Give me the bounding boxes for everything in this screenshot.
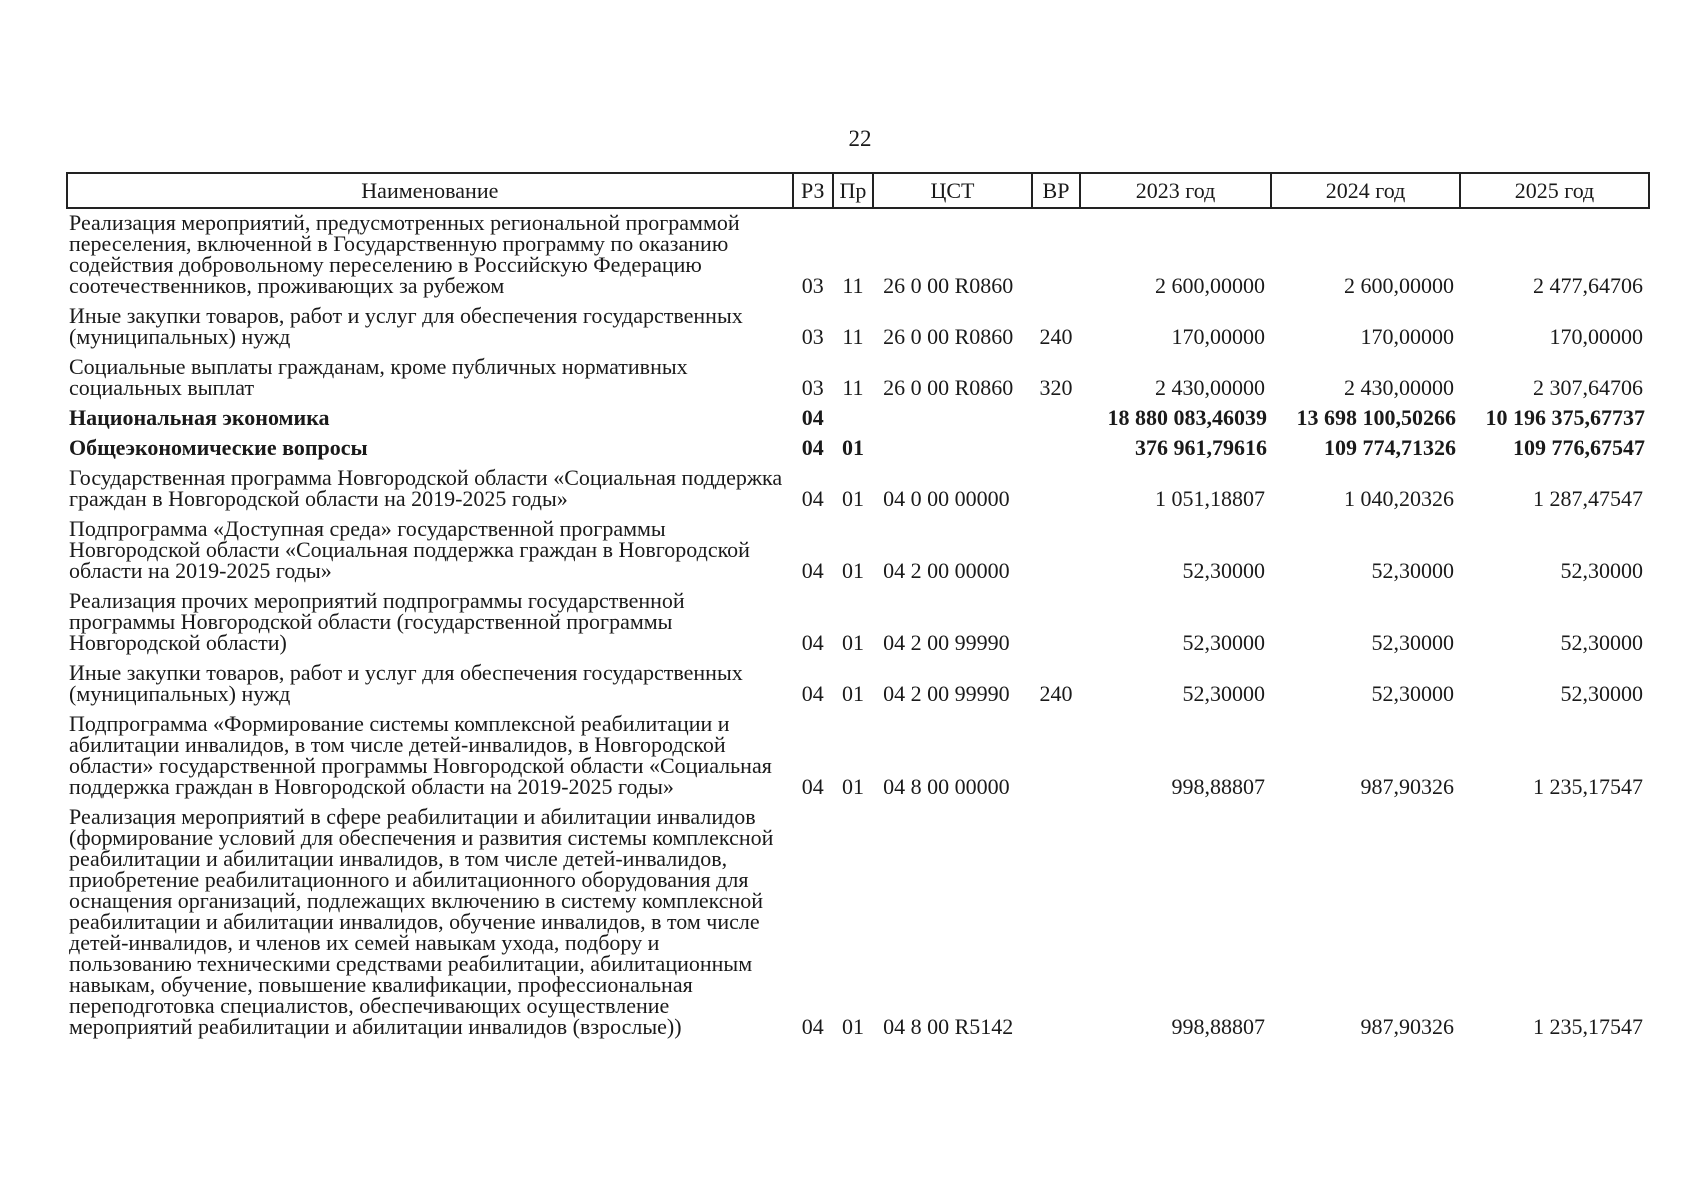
row-2025: 1 287,47547: [1533, 486, 1643, 511]
row-rz: 04: [801, 405, 824, 430]
row-name: Реализация мероприятий, предусмотренных региональной программой переселения, включенной в Государственную программу по оказанию содействия добровольному переселению в Российскую Федерацию соотечественников, проживающих за рубежом: [69, 210, 740, 298]
row-rz: 04: [801, 681, 824, 706]
row-2023: 376 961,79616: [1135, 435, 1268, 460]
row-vr: [1032, 464, 1080, 515]
row-cst: 04 0 00 00000: [883, 486, 1010, 511]
row-2024: 987,90326: [1360, 774, 1454, 799]
page-number: 22: [848, 126, 872, 151]
header-cst: ЦСТ: [873, 173, 1032, 208]
row-2025: 1 235,17547: [1533, 1014, 1643, 1039]
row-pr: 01: [841, 774, 864, 799]
row-vr: [1032, 515, 1080, 587]
row-name: Подпрограмма «Формирование системы комплексной реабилитации и абилитации инвалидов, в том числе детей-инвалидов, в Новгородской области» государственной программы Новгородской области «Социальная поддержка граждан в Новгородской области на 2019-2025 годы»: [69, 711, 772, 799]
row-name: Подпрограмма «Доступная среда» государственной программы Новгородской области «Социальная поддержка граждан в Новгородской области на 2019-2025 годы»: [69, 516, 750, 583]
row-cst: 26 0 00 R0860: [883, 375, 1014, 400]
table-row-section: [67, 404, 1649, 434]
row-rz: 03: [801, 273, 824, 298]
row-2025: 1 235,17547: [1533, 774, 1643, 799]
row-2023: 170,00000: [1171, 324, 1266, 349]
header-vr: ВР: [1032, 173, 1080, 208]
row-2023: 1 051,18807: [1155, 486, 1266, 511]
row-2024: 13 698 100,50266: [1296, 405, 1456, 430]
row-cst: 04 2 00 99990: [883, 681, 1010, 706]
row-cst: 04 8 00 R5142: [883, 1014, 1014, 1039]
row-2025: 52,30000: [1560, 558, 1643, 583]
row-name: Реализация прочих мероприятий подпрограммы государственной программы Новгородской области (государственной программы Новгородской области): [69, 588, 685, 655]
row-vr: [1032, 404, 1080, 434]
row-2024: 2 600,00000: [1344, 273, 1454, 298]
row-vr: [1032, 803, 1080, 1043]
table-row-subsection: [67, 434, 1649, 464]
row-2025: 10 196 375,67737: [1485, 405, 1645, 430]
row-name: Социальные выплаты гражданам, кроме публичных нормативных социальных выплат: [69, 354, 688, 400]
table-row: [67, 587, 1649, 659]
row-2025: 52,30000: [1560, 630, 1643, 655]
table-row: [67, 803, 1649, 1043]
table-row: [67, 302, 1649, 353]
row-2025: 170,00000: [1549, 324, 1643, 349]
row-cst: 04 8 00 00000: [883, 774, 1010, 799]
row-2024: 170,00000: [1360, 324, 1454, 349]
header-2024: 2024 год: [1271, 173, 1460, 208]
row-pr: 01: [841, 558, 864, 583]
table-row: [67, 710, 1649, 803]
row-rz: 04: [801, 774, 824, 799]
table-row: [67, 515, 1649, 587]
row-2023: 52,30000: [1182, 681, 1266, 706]
row-name: Общеэкономические вопросы: [69, 435, 368, 460]
row-pr: 11: [842, 375, 864, 400]
row-2024: 1 040,20326: [1344, 486, 1454, 511]
row-name: Иные закупки товаров, работ и услуг для обеспечения государственных (муниципальных) нужд: [69, 660, 743, 706]
row-pr: 11: [842, 273, 864, 298]
header-rz: РЗ: [793, 173, 833, 208]
row-vr: [1032, 208, 1080, 302]
row-2024: 2 430,00000: [1344, 375, 1454, 400]
row-rz: 04: [801, 486, 824, 511]
row-cst: 04 2 00 99990: [883, 630, 1010, 655]
row-2025: 2 477,64706: [1533, 273, 1643, 298]
row-vr: 240: [1039, 324, 1073, 349]
row-2025: 109 776,67547: [1513, 435, 1645, 460]
row-cst: [873, 404, 1032, 434]
row-rz: 04: [801, 630, 824, 655]
row-vr: [1032, 587, 1080, 659]
row-name: Иные закупки товаров, работ и услуг для обеспечения государственных (муниципальных) нужд: [69, 303, 743, 349]
row-pr: 01: [841, 630, 864, 655]
row-2024: 109 774,71326: [1324, 435, 1456, 460]
table-row: [67, 208, 1649, 302]
table-row: [67, 353, 1649, 404]
header-2023: 2023 год: [1080, 173, 1271, 208]
row-vr: 240: [1039, 681, 1073, 706]
row-rz: 04: [801, 558, 824, 583]
row-pr: [833, 404, 873, 434]
row-pr: 01: [841, 435, 864, 460]
row-rz: 04: [801, 1014, 824, 1039]
row-2024: 987,90326: [1360, 1014, 1454, 1039]
row-cst: 26 0 00 R0860: [883, 324, 1014, 349]
row-name: Национальная экономика: [69, 405, 330, 430]
row-rz: 03: [801, 324, 824, 349]
row-cst: 26 0 00 R0860: [883, 273, 1014, 298]
row-2024: 52,30000: [1371, 630, 1454, 655]
row-rz: 03: [801, 375, 824, 400]
row-vr: [1032, 434, 1080, 464]
table-header: [67, 173, 1649, 208]
table-row: [67, 659, 1649, 710]
row-rz: 04: [801, 435, 824, 460]
row-name: Реализация мероприятий в сфере реабилитации и абилитации инвалидов (формирование условий для обеспечения и развития системы комплексной реабилитации и абилитации инвалидов, в том числе детей-инвалидов, приобретение реабилитационного и абилитационного оборудования для оснащения организаций, подлежащих включению в систему комплексной реабилитации и абилитации инвалидов, обучение инвалидов, в том числе детей-инвалидов, и членов их семей навыкам ухода, подбору и пользованию техническими средствами реабилитации, абилитационным навыкам, обучение, повышение квалификации, профессиональная переподготовка специалистов, обеспечивающих осуществление мероприятий реабилитации и абилитации инвалидов (взрослые)): [69, 804, 774, 1039]
row-pr: 01: [841, 486, 864, 511]
row-cst: [873, 434, 1032, 464]
row-2023: 52,30000: [1182, 558, 1266, 583]
header-pr: Пр: [833, 173, 873, 208]
row-pr: 01: [841, 681, 864, 706]
row-2023: 2 430,00000: [1155, 375, 1266, 400]
row-name: Государственная программа Новгородской области «Социальная поддержка граждан в Новгородской области на 2019-2025 годы»: [69, 465, 783, 511]
header-name: Наименование: [67, 173, 793, 208]
row-2025: 2 307,64706: [1533, 375, 1643, 400]
row-2023: 998,88807: [1171, 774, 1266, 799]
row-2023: 52,30000: [1182, 630, 1266, 655]
row-pr: 01: [841, 1014, 864, 1039]
header-2025: 2025 год: [1460, 173, 1649, 208]
row-cst: 04 2 00 00000: [883, 558, 1010, 583]
row-2023: 998,88807: [1171, 1014, 1266, 1039]
row-2025: 52,30000: [1560, 681, 1643, 706]
row-2024: 52,30000: [1371, 558, 1454, 583]
table-body: [67, 208, 1649, 1043]
row-vr: [1032, 710, 1080, 803]
table-row: [67, 464, 1649, 515]
row-2024: 52,30000: [1371, 681, 1454, 706]
row-vr: 320: [1039, 375, 1073, 400]
row-2023: 2 600,00000: [1155, 273, 1266, 298]
row-pr: 11: [842, 324, 864, 349]
budget-table: [66, 172, 1650, 1043]
row-2023: 18 880 083,46039: [1107, 405, 1268, 430]
